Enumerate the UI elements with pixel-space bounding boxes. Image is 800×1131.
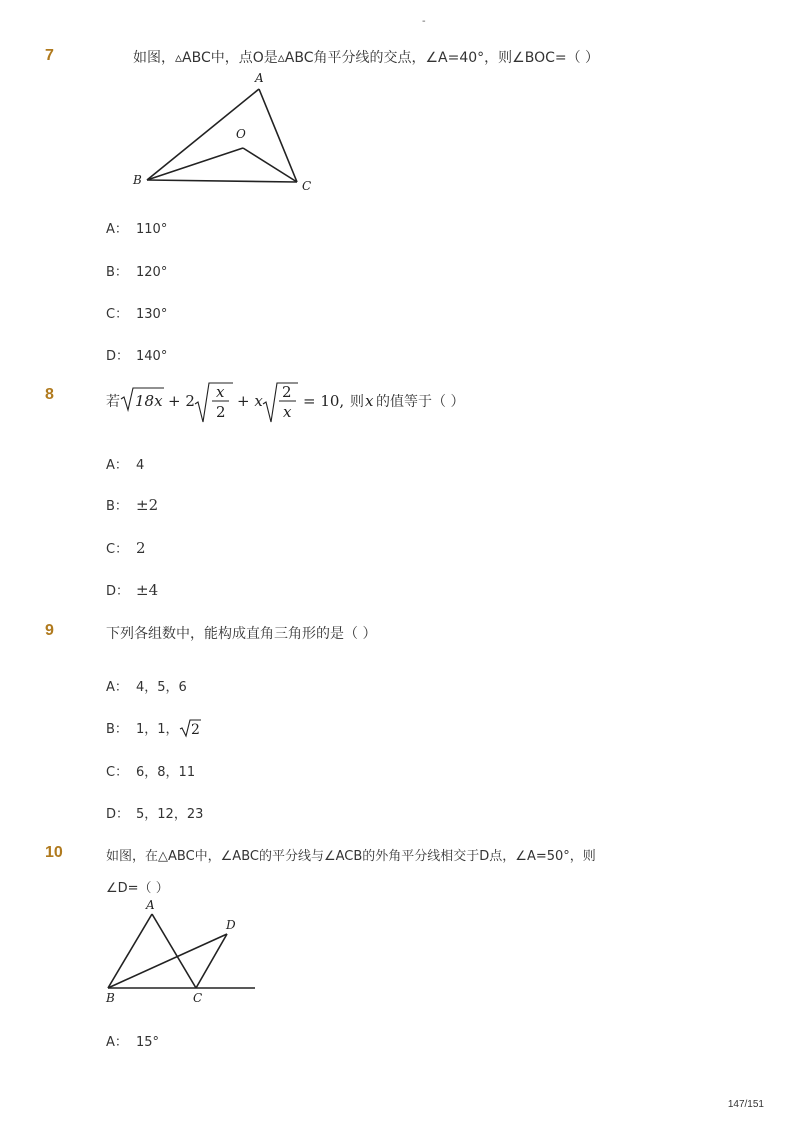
option-d[interactable] bbox=[106, 803, 203, 822]
option-b[interactable] bbox=[106, 495, 158, 514]
question-number: 10 bbox=[45, 844, 63, 861]
label-c: C bbox=[302, 179, 312, 193]
label-b: B bbox=[106, 991, 115, 1005]
question-text-line1: 如图，在△ABC中，∠ABC的平分线与∠ACB的外角平分线相交于D点，∠A=50°，则 bbox=[106, 849, 596, 864]
option-letter: D： bbox=[106, 349, 130, 364]
option-letter: D： bbox=[106, 584, 130, 599]
option-letter: A： bbox=[106, 458, 128, 473]
triangle-figure-q7 bbox=[125, 68, 325, 196]
edge-ab bbox=[108, 914, 152, 988]
segment-bd bbox=[108, 934, 227, 988]
option-text: 4，5，6 bbox=[136, 680, 187, 695]
option-letter: B： bbox=[106, 722, 128, 737]
option-letter: B： bbox=[106, 499, 128, 514]
option-text: 140° bbox=[136, 349, 168, 364]
page-number: 147/151 bbox=[727, 1099, 764, 1110]
option-letter: C： bbox=[106, 542, 129, 557]
option-letter: C： bbox=[106, 765, 129, 780]
option-text: ±2 bbox=[136, 496, 159, 514]
label-b: B bbox=[133, 173, 142, 187]
question-number: 7 bbox=[45, 47, 54, 64]
term-plus-2: + 2 bbox=[168, 392, 195, 410]
option-c[interactable] bbox=[106, 303, 167, 322]
option-text: 15° bbox=[136, 1035, 160, 1050]
option-text: ±4 bbox=[136, 581, 159, 599]
option-b[interactable] bbox=[106, 261, 167, 280]
segment-bo bbox=[147, 148, 243, 180]
option-c[interactable] bbox=[106, 538, 146, 557]
label-a: A bbox=[255, 71, 264, 85]
option-d[interactable] bbox=[106, 345, 167, 364]
triangle-figure-q10 bbox=[100, 895, 260, 1007]
question-text-suffix: 的值等于（ ） bbox=[376, 394, 465, 410]
option-text: 130° bbox=[136, 307, 168, 322]
fraction-denominator: x bbox=[283, 403, 292, 421]
fraction-numerator: 2 bbox=[282, 383, 292, 401]
equation-rhs: = 10, bbox=[303, 392, 345, 410]
question-text: 下列各组数中，能构成直角三角形的是（ ） bbox=[106, 626, 377, 642]
option-letter: A： bbox=[106, 222, 128, 237]
option-text: 110° bbox=[136, 222, 168, 237]
option-a[interactable] bbox=[106, 1031, 159, 1050]
edge-ac bbox=[259, 89, 297, 182]
radical-sign bbox=[263, 383, 298, 422]
variable-x: x bbox=[365, 392, 374, 410]
label-o: O bbox=[236, 127, 246, 141]
sqrt-radicand: 2 bbox=[190, 722, 200, 738]
fraction-numerator: x bbox=[216, 383, 225, 401]
option-letter: A： bbox=[106, 1035, 128, 1050]
term-plus-x: + x bbox=[237, 392, 263, 410]
option-b[interactable] bbox=[106, 718, 203, 738]
label-c: C bbox=[193, 991, 203, 1005]
option-letter: A： bbox=[106, 680, 128, 695]
header-mark: - bbox=[422, 16, 426, 27]
option-letter: C： bbox=[106, 307, 129, 322]
option-letter: B： bbox=[106, 265, 128, 280]
question-text: 如图，▵ABC中，点O是▵ABC角平分线的交点，∠A=40°，则∠BOC=（ ） bbox=[133, 50, 600, 66]
question-text-suffix: 则 bbox=[350, 394, 364, 410]
label-d: D bbox=[226, 918, 236, 932]
option-c[interactable] bbox=[106, 761, 195, 780]
option-a[interactable] bbox=[106, 676, 187, 695]
question-text-line2: ∠D=（ ） bbox=[106, 881, 169, 896]
radical-sign bbox=[195, 383, 233, 422]
option-text: 4 bbox=[136, 458, 145, 473]
equation-q8 bbox=[106, 380, 486, 426]
option-d[interactable] bbox=[106, 580, 158, 599]
label-a: A bbox=[146, 898, 155, 912]
option-text: 1，1， bbox=[136, 722, 179, 737]
fraction-denominator: 2 bbox=[216, 403, 226, 421]
radicand-18x: 18x bbox=[135, 392, 163, 410]
option-letter: D： bbox=[106, 807, 130, 822]
option-text: 120° bbox=[136, 265, 168, 280]
option-text: 2 bbox=[136, 539, 146, 557]
question-number: 9 bbox=[45, 622, 54, 639]
question-text-prefix: 若 bbox=[106, 394, 120, 410]
option-a[interactable] bbox=[106, 454, 144, 473]
segment-cd bbox=[196, 934, 227, 988]
option-text: 5，12，23 bbox=[136, 807, 204, 822]
segment-co bbox=[243, 148, 297, 182]
question-number: 8 bbox=[45, 386, 54, 403]
sqrt-symbol bbox=[179, 718, 203, 738]
edge-bc bbox=[147, 180, 297, 182]
option-a[interactable] bbox=[106, 218, 167, 237]
option-text: 6，8，11 bbox=[136, 765, 196, 780]
